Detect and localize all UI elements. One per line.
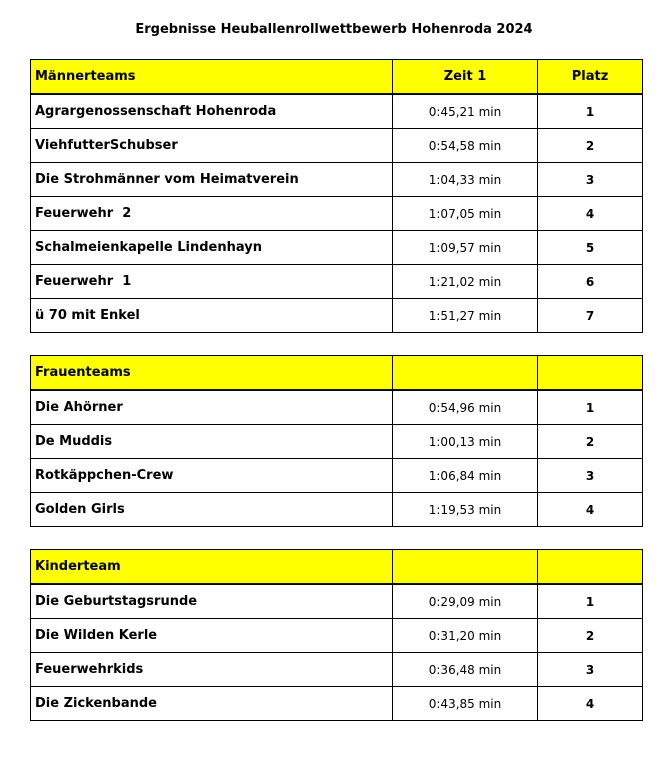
table-row xyxy=(31,619,643,653)
team-place: 4 xyxy=(538,687,643,721)
table-row xyxy=(31,129,643,163)
team-name: Feuerwehr 1 xyxy=(31,265,393,299)
team-place: 3 xyxy=(538,459,643,493)
table-row xyxy=(31,653,643,687)
team-name: Die Wilden Kerle xyxy=(31,619,393,653)
header-place xyxy=(538,356,643,391)
team-name: ViehfutterSchubser xyxy=(31,129,393,163)
team-time: 0:54,96 min xyxy=(393,390,538,425)
team-place: 2 xyxy=(538,619,643,653)
table-row xyxy=(31,265,643,299)
team-name: ü 70 mit Enkel xyxy=(31,299,393,333)
team-time: 0:54,58 min xyxy=(393,129,538,163)
table-row xyxy=(31,197,643,231)
team-name: Die Geburtstagsrunde xyxy=(31,584,393,619)
team-place: 1 xyxy=(538,94,643,129)
table-header-row xyxy=(31,356,643,391)
header-time xyxy=(393,356,538,391)
results-table-kids xyxy=(30,549,643,721)
team-place: 5 xyxy=(538,231,643,265)
team-name: Die Ahörner xyxy=(31,390,393,425)
table-row xyxy=(31,163,643,197)
team-place: 2 xyxy=(538,129,643,163)
team-time: 1:00,13 min xyxy=(393,425,538,459)
team-time: 1:21,02 min xyxy=(393,265,538,299)
table-row xyxy=(31,390,643,425)
team-time: 0:29,09 min xyxy=(393,584,538,619)
team-name: Die Strohmänner vom Heimatverein xyxy=(31,163,393,197)
team-time: 0:45,21 min xyxy=(393,94,538,129)
table-row xyxy=(31,425,643,459)
table-row xyxy=(31,459,643,493)
team-place: 1 xyxy=(538,390,643,425)
team-place: 2 xyxy=(538,425,643,459)
team-name: Die Zickenbande xyxy=(31,687,393,721)
table-row xyxy=(31,231,643,265)
table-row xyxy=(31,584,643,619)
team-place: 4 xyxy=(538,197,643,231)
team-time: 1:04,33 min xyxy=(393,163,538,197)
header-team: Frauenteams xyxy=(31,356,393,391)
page-title: Ergebnisse Heuballenrollwettbewerb Hohenroda 2024 xyxy=(135,22,533,37)
table-row xyxy=(31,299,643,333)
header-time: Zeit 1 xyxy=(393,60,538,95)
team-place: 6 xyxy=(538,265,643,299)
team-name: Schalmeienkapelle Lindenhayn xyxy=(31,231,393,265)
results-table-men xyxy=(30,59,643,333)
header-team: Kinderteam xyxy=(31,550,393,585)
team-name: Feuerwehrkids xyxy=(31,653,393,687)
results-table-women xyxy=(30,355,643,527)
table-row xyxy=(31,687,643,721)
header-time xyxy=(393,550,538,585)
team-place: 4 xyxy=(538,493,643,527)
team-time: 1:06,84 min xyxy=(393,459,538,493)
team-time: 0:36,48 min xyxy=(393,653,538,687)
header-team: Männerteams xyxy=(31,60,393,95)
team-name: Agrargenossenschaft Hohenroda xyxy=(31,94,393,129)
team-time: 1:19,53 min xyxy=(393,493,538,527)
team-time: 1:07,05 min xyxy=(393,197,538,231)
table-row xyxy=(31,493,643,527)
team-name: Feuerwehr 2 xyxy=(31,197,393,231)
table-header-row xyxy=(31,60,643,95)
team-time: 1:09,57 min xyxy=(393,231,538,265)
team-name: De Muddis xyxy=(31,425,393,459)
team-place: 7 xyxy=(538,299,643,333)
team-name: Golden Girls xyxy=(31,493,393,527)
team-name: Rotkäppchen-Crew xyxy=(31,459,393,493)
team-place: 3 xyxy=(538,653,643,687)
team-place: 1 xyxy=(538,584,643,619)
team-time: 1:51,27 min xyxy=(393,299,538,333)
header-place xyxy=(538,550,643,585)
team-time: 0:43,85 min xyxy=(393,687,538,721)
team-place: 3 xyxy=(538,163,643,197)
table-header-row xyxy=(31,550,643,585)
team-time: 0:31,20 min xyxy=(393,619,538,653)
table-row xyxy=(31,94,643,129)
header-place: Platz xyxy=(538,60,643,95)
